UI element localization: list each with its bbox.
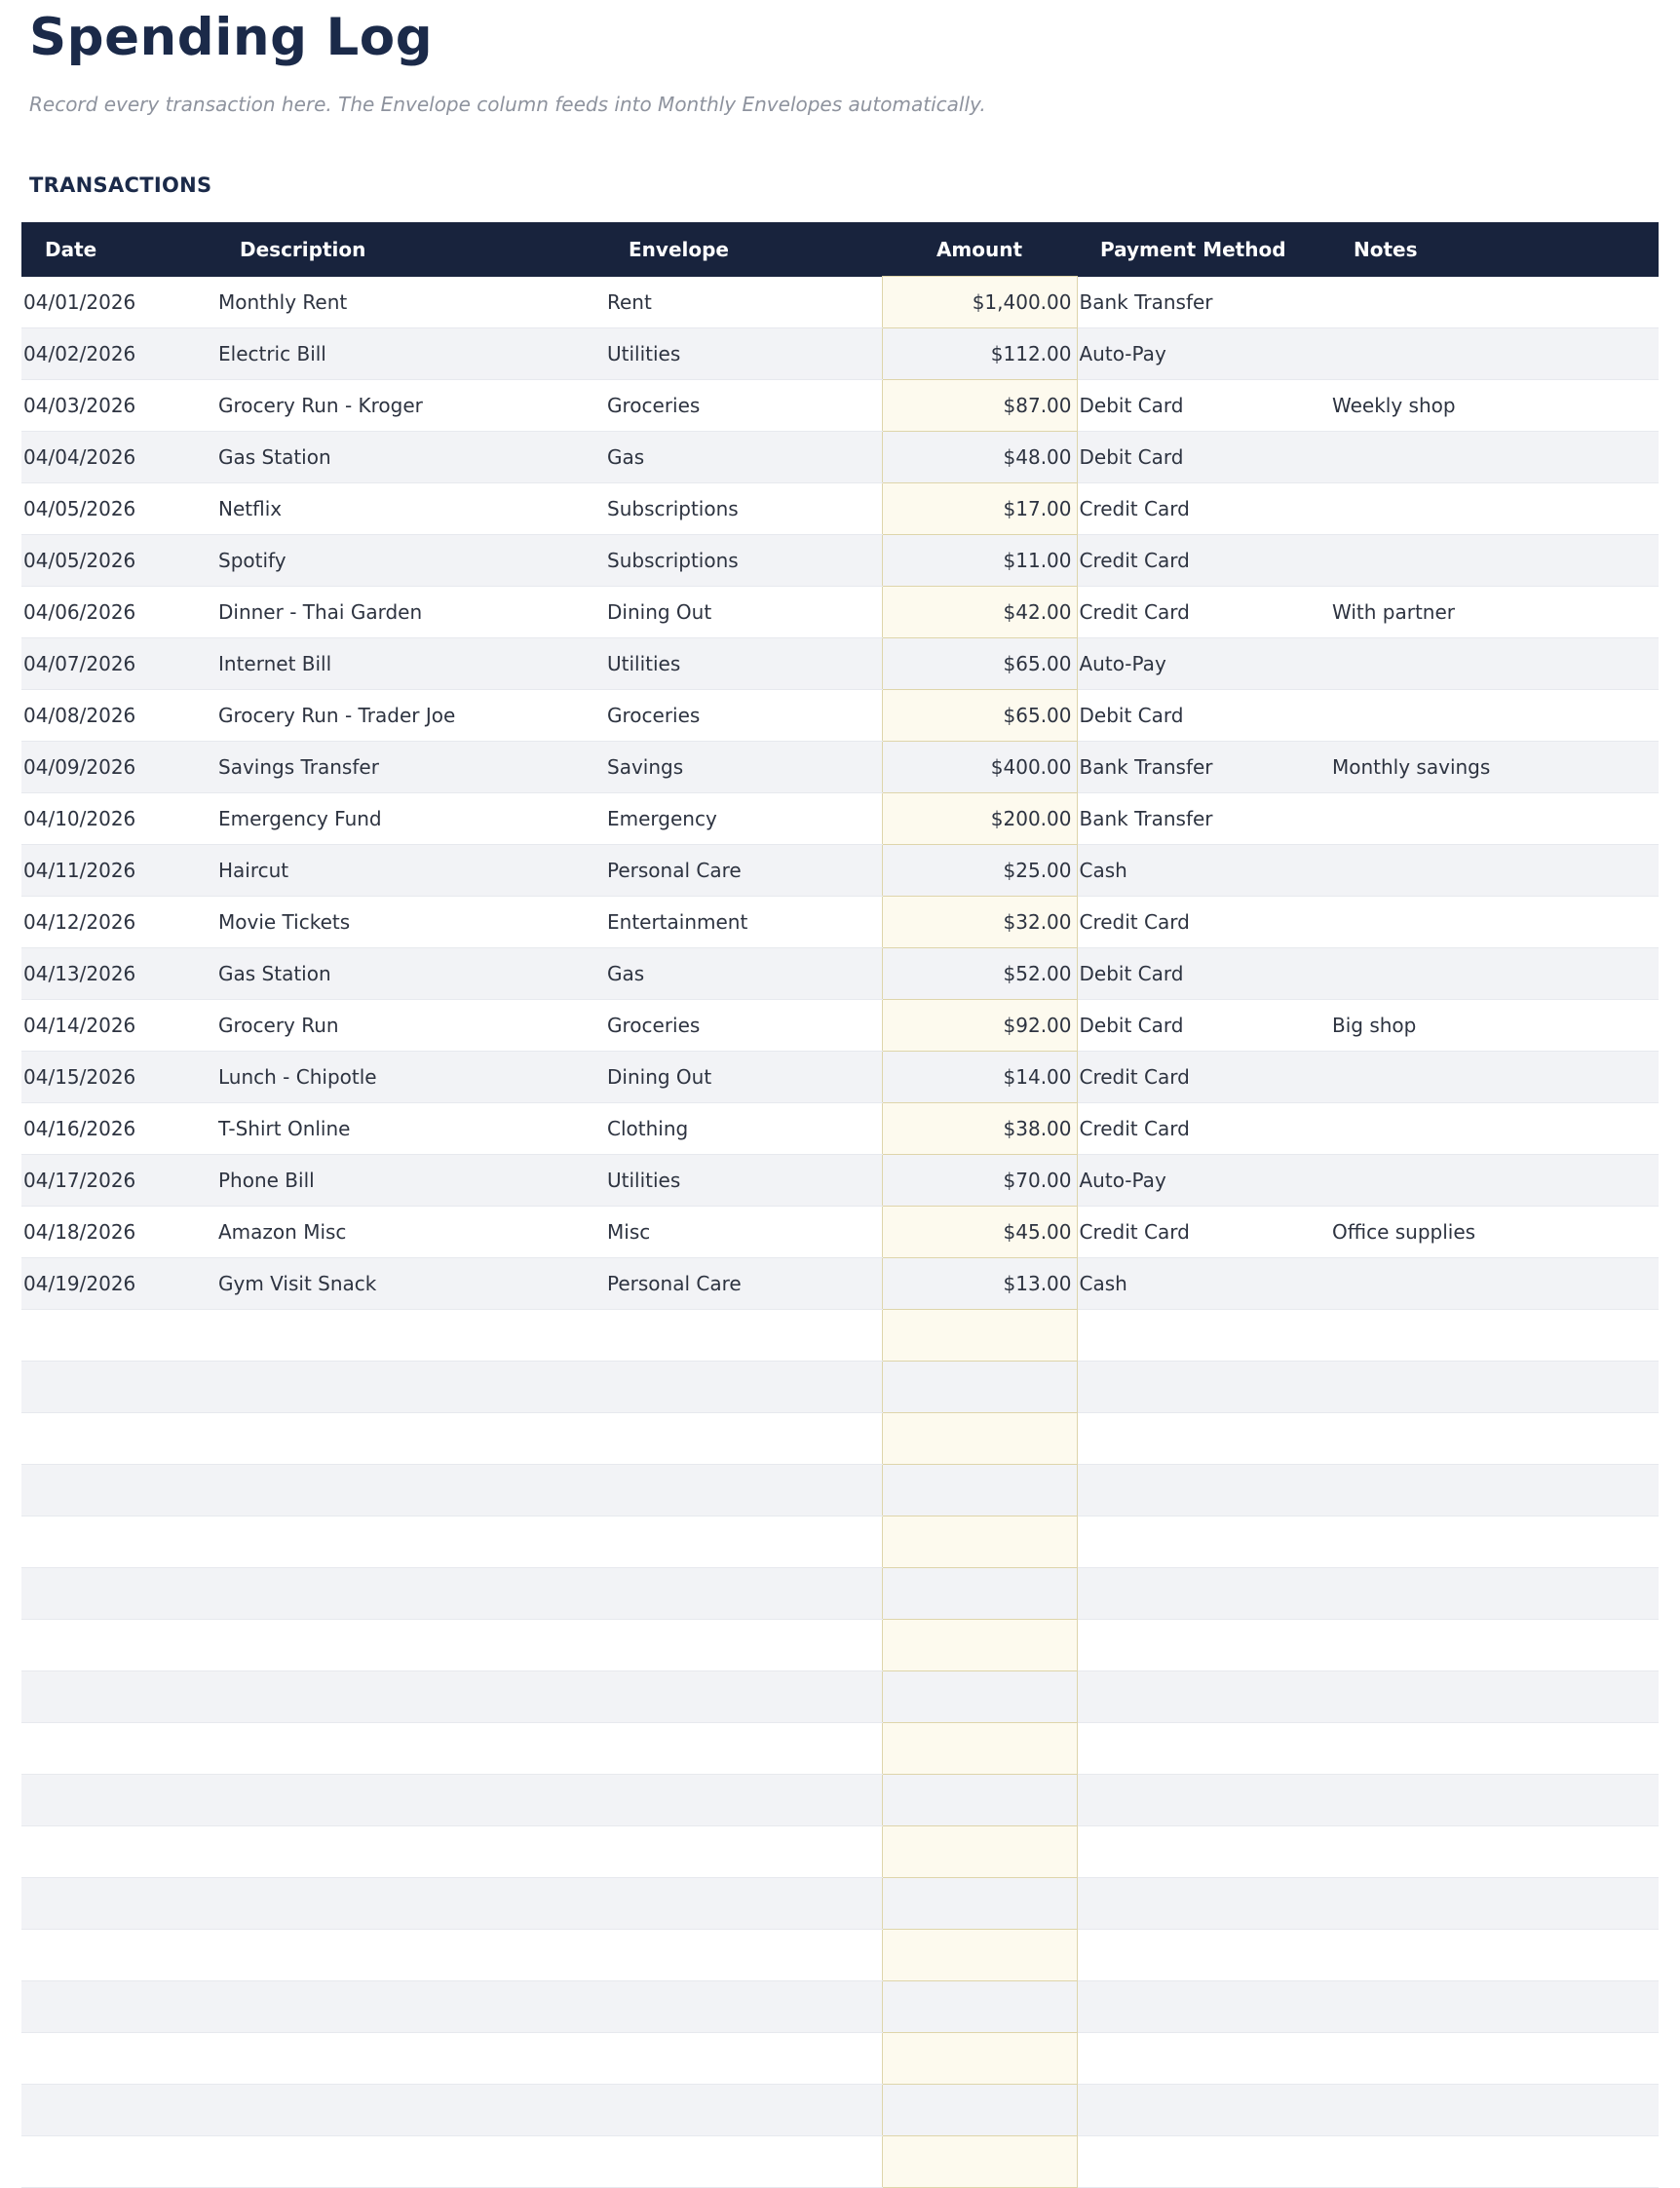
cell-amount[interactable] (882, 2136, 1077, 2188)
cell-notes[interactable] (1330, 432, 1659, 483)
cell-description[interactable]: T-Shirt Online (216, 1103, 605, 1155)
cell-date[interactable] (21, 1465, 216, 1516)
cell-envelope[interactable]: Utilities (605, 638, 882, 690)
cell-envelope[interactable]: Subscriptions (605, 535, 882, 587)
cell-envelope[interactable]: Dining Out (605, 1052, 882, 1103)
cell-date[interactable]: 04/12/2026 (21, 897, 216, 948)
cell-amount[interactable] (882, 1671, 1077, 1723)
cell-description[interactable]: Netflix (216, 483, 605, 535)
cell-amount[interactable]: $17.00 (882, 483, 1077, 535)
transaction-row (21, 587, 1659, 638)
cell-payment-method[interactable]: Credit Card (1077, 897, 1330, 948)
cell-amount[interactable] (882, 1413, 1077, 1465)
cell-date[interactable] (21, 1723, 216, 1775)
cell-notes[interactable]: Monthly savings (1330, 742, 1659, 793)
page-title: Spending Log (29, 8, 434, 67)
cell-envelope[interactable]: Utilities (605, 1155, 882, 1207)
cell-notes[interactable] (1330, 2033, 1659, 2085)
cell-envelope[interactable]: Misc (605, 1207, 882, 1258)
cell-description[interactable] (216, 1465, 605, 1516)
cell-envelope[interactable]: Groceries (605, 1000, 882, 1052)
cell-description[interactable] (216, 1620, 605, 1671)
cell-description[interactable]: Internet Bill (216, 638, 605, 690)
cell-envelope[interactable]: Entertainment (605, 897, 882, 948)
cell-date[interactable]: 04/03/2026 (21, 380, 216, 432)
cell-notes[interactable] (1330, 1465, 1659, 1516)
cell-payment-method[interactable]: Bank Transfer (1077, 742, 1330, 793)
cell-payment-method[interactable] (1077, 1568, 1330, 1620)
page-subtitle: Record every transaction here. The Envelope column feeds into Monthly Envelopes automatically. (29, 93, 986, 117)
cell-description[interactable] (216, 1930, 605, 1981)
cell-notes[interactable] (1330, 1826, 1659, 1878)
cell-envelope[interactable] (605, 1878, 882, 1930)
cell-envelope[interactable]: Rent (605, 277, 882, 328)
cell-amount[interactable] (882, 2085, 1077, 2136)
transaction-row (21, 1000, 1659, 1052)
cell-description[interactable]: Gas Station (216, 948, 605, 1000)
cell-amount[interactable] (882, 1775, 1077, 1826)
cell-date[interactable]: 04/05/2026 (21, 535, 216, 587)
cell-envelope[interactable] (605, 1620, 882, 1671)
cell-date[interactable]: 04/05/2026 (21, 483, 216, 535)
cell-date[interactable]: 04/02/2026 (21, 328, 216, 380)
cell-payment-method[interactable] (1077, 2085, 1330, 2136)
transaction-row (21, 793, 1659, 845)
cell-amount[interactable]: $92.00 (882, 1000, 1077, 1052)
empty-row (21, 1620, 1659, 1671)
cell-notes[interactable] (1330, 2136, 1659, 2188)
cell-payment-method[interactable]: Debit Card (1077, 948, 1330, 1000)
cell-notes[interactable]: With partner (1330, 587, 1659, 638)
cell-notes[interactable] (1330, 1775, 1659, 1826)
cell-notes[interactable]: Office supplies (1330, 1207, 1659, 1258)
cell-amount[interactable]: $52.00 (882, 948, 1077, 1000)
cell-envelope[interactable]: Savings (605, 742, 882, 793)
cell-notes[interactable] (1330, 1568, 1659, 1620)
cell-envelope[interactable]: Groceries (605, 690, 882, 742)
transaction-row (21, 483, 1659, 535)
column-header-description: Description (216, 222, 605, 277)
cell-payment-method[interactable] (1077, 1310, 1330, 1362)
transaction-row (21, 742, 1659, 793)
cell-payment-method[interactable] (1077, 1775, 1330, 1826)
cell-date[interactable]: 04/13/2026 (21, 948, 216, 1000)
cell-amount[interactable]: $1,400.00 (882, 277, 1077, 328)
column-header-envelope: Envelope (605, 222, 882, 277)
cell-notes[interactable] (1330, 328, 1659, 380)
cell-date[interactable] (21, 1362, 216, 1413)
cell-amount[interactable] (882, 1516, 1077, 1568)
cell-amount[interactable] (882, 1465, 1077, 1516)
cell-description[interactable]: Electric Bill (216, 328, 605, 380)
cell-payment-method[interactable]: Cash (1077, 1258, 1330, 1310)
cell-amount[interactable]: $38.00 (882, 1103, 1077, 1155)
cell-envelope[interactable] (605, 1775, 882, 1826)
transaction-row (21, 380, 1659, 432)
cell-payment-method[interactable] (1077, 1620, 1330, 1671)
cell-amount[interactable]: $11.00 (882, 535, 1077, 587)
cell-notes[interactable]: Weekly shop (1330, 380, 1659, 432)
cell-date[interactable] (21, 1516, 216, 1568)
transaction-row (21, 845, 1659, 897)
cell-payment-method[interactable]: Credit Card (1077, 1052, 1330, 1103)
cell-envelope[interactable]: Dining Out (605, 587, 882, 638)
cell-notes[interactable] (1330, 1052, 1659, 1103)
cell-amount[interactable] (882, 2033, 1077, 2085)
cell-date[interactable]: 04/06/2026 (21, 587, 216, 638)
empty-row (21, 1878, 1659, 1930)
empty-row (21, 1568, 1659, 1620)
cell-notes[interactable] (1330, 1620, 1659, 1671)
cell-description[interactable]: Phone Bill (216, 1155, 605, 1207)
cell-notes[interactable] (1330, 277, 1659, 328)
cell-description[interactable]: Haircut (216, 845, 605, 897)
empty-row (21, 1723, 1659, 1775)
cell-date[interactable] (21, 1878, 216, 1930)
cell-date[interactable]: 04/14/2026 (21, 1000, 216, 1052)
cell-payment-method[interactable]: Credit Card (1077, 1207, 1330, 1258)
cell-envelope[interactable] (605, 1413, 882, 1465)
cell-date[interactable]: 04/16/2026 (21, 1103, 216, 1155)
cell-amount[interactable]: $45.00 (882, 1207, 1077, 1258)
cell-date[interactable] (21, 1620, 216, 1671)
cell-date[interactable] (21, 2136, 216, 2188)
cell-payment-method[interactable]: Credit Card (1077, 483, 1330, 535)
cell-notes[interactable] (1330, 1103, 1659, 1155)
cell-envelope[interactable]: Clothing (605, 1103, 882, 1155)
empty-row (21, 1516, 1659, 1568)
cell-date[interactable]: 04/01/2026 (21, 277, 216, 328)
cell-payment-method[interactable] (1077, 1413, 1330, 1465)
cell-notes[interactable] (1330, 1155, 1659, 1207)
cell-amount[interactable] (882, 1981, 1077, 2033)
cell-envelope[interactable] (605, 1465, 882, 1516)
cell-notes[interactable] (1330, 1258, 1659, 1310)
cell-notes[interactable] (1330, 1362, 1659, 1413)
cell-notes[interactable] (1330, 845, 1659, 897)
cell-envelope[interactable] (605, 1671, 882, 1723)
empty-row (21, 1775, 1659, 1826)
cell-date[interactable] (21, 1981, 216, 2033)
cell-amount[interactable]: $400.00 (882, 742, 1077, 793)
cell-payment-method[interactable]: Auto-Pay (1077, 638, 1330, 690)
cell-amount[interactable]: $65.00 (882, 690, 1077, 742)
cell-description[interactable] (216, 2033, 605, 2085)
cell-amount[interactable] (882, 1723, 1077, 1775)
transaction-row (21, 432, 1659, 483)
cell-description[interactable] (216, 1775, 605, 1826)
transaction-row (21, 1207, 1659, 1258)
cell-description[interactable]: Grocery Run - Trader Joe (216, 690, 605, 742)
cell-amount[interactable]: $65.00 (882, 638, 1077, 690)
cell-date[interactable] (21, 1310, 216, 1362)
cell-envelope[interactable]: Groceries (605, 380, 882, 432)
cell-amount[interactable]: $25.00 (882, 845, 1077, 897)
empty-row (21, 1362, 1659, 1413)
cell-description[interactable] (216, 1568, 605, 1620)
empty-row (21, 1981, 1659, 2033)
cell-amount[interactable] (882, 1310, 1077, 1362)
cell-date[interactable]: 04/08/2026 (21, 690, 216, 742)
cell-date[interactable]: 04/10/2026 (21, 793, 216, 845)
transaction-row (21, 1052, 1659, 1103)
empty-row (21, 1310, 1659, 1362)
cell-payment-method[interactable] (1077, 1723, 1330, 1775)
cell-notes[interactable] (1330, 535, 1659, 587)
cell-date[interactable]: 04/04/2026 (21, 432, 216, 483)
cell-amount[interactable]: $32.00 (882, 897, 1077, 948)
cell-date[interactable] (21, 1775, 216, 1826)
cell-payment-method[interactable]: Debit Card (1077, 690, 1330, 742)
section-title-transactions: TRANSACTIONS (29, 173, 212, 198)
cell-envelope[interactable]: Gas (605, 432, 882, 483)
cell-description[interactable]: Emergency Fund (216, 793, 605, 845)
cell-notes[interactable]: Big shop (1330, 1000, 1659, 1052)
cell-payment-method[interactable]: Debit Card (1077, 1000, 1330, 1052)
transaction-row (21, 690, 1659, 742)
cell-description[interactable] (216, 1723, 605, 1775)
cell-description[interactable] (216, 1826, 605, 1878)
column-header-payment-method: Payment Method (1077, 222, 1330, 277)
cell-date[interactable]: 04/17/2026 (21, 1155, 216, 1207)
cell-date[interactable] (21, 1568, 216, 1620)
cell-description[interactable]: Grocery Run - Kroger (216, 380, 605, 432)
column-header-notes: Notes (1330, 222, 1659, 277)
cell-description[interactable]: Gym Visit Snack (216, 1258, 605, 1310)
empty-row (21, 1671, 1659, 1723)
cell-description[interactable]: Grocery Run (216, 1000, 605, 1052)
cell-notes[interactable] (1330, 483, 1659, 535)
transaction-row (21, 328, 1659, 380)
cell-payment-method[interactable] (1077, 1981, 1330, 2033)
cell-envelope[interactable]: Subscriptions (605, 483, 882, 535)
cell-notes[interactable] (1330, 1413, 1659, 1465)
cell-description[interactable] (216, 2085, 605, 2136)
cell-envelope[interactable] (605, 1516, 882, 1568)
cell-amount[interactable]: $200.00 (882, 793, 1077, 845)
cell-date[interactable] (21, 1413, 216, 1465)
cell-payment-method[interactable] (1077, 1878, 1330, 1930)
cell-notes[interactable] (1330, 638, 1659, 690)
cell-envelope[interactable] (605, 1310, 882, 1362)
cell-payment-method[interactable] (1077, 1465, 1330, 1516)
cell-notes[interactable] (1330, 2085, 1659, 2136)
cell-amount[interactable]: $14.00 (882, 1052, 1077, 1103)
transaction-row (21, 1103, 1659, 1155)
cell-description[interactable]: Movie Tickets (216, 897, 605, 948)
empty-row (21, 1826, 1659, 1878)
empty-row (21, 2085, 1659, 2136)
cell-notes[interactable] (1330, 1930, 1659, 1981)
cell-date[interactable] (21, 2085, 216, 2136)
table-body (21, 277, 1659, 2188)
cell-description[interactable]: Gas Station (216, 432, 605, 483)
cell-date[interactable]: 04/19/2026 (21, 1258, 216, 1310)
empty-row (21, 1465, 1659, 1516)
cell-envelope[interactable] (605, 1930, 882, 1981)
empty-row (21, 1413, 1659, 1465)
cell-amount[interactable]: $42.00 (882, 587, 1077, 638)
cell-notes[interactable] (1330, 897, 1659, 948)
cell-description[interactable] (216, 1671, 605, 1723)
cell-description[interactable]: Savings Transfer (216, 742, 605, 793)
cell-envelope[interactable]: Gas (605, 948, 882, 1000)
cell-payment-method[interactable]: Bank Transfer (1077, 277, 1330, 328)
transaction-row (21, 1258, 1659, 1310)
cell-envelope[interactable]: Personal Care (605, 845, 882, 897)
cell-date[interactable]: 04/18/2026 (21, 1207, 216, 1258)
empty-row (21, 1930, 1659, 1981)
cell-date[interactable]: 04/09/2026 (21, 742, 216, 793)
cell-amount[interactable]: $48.00 (882, 432, 1077, 483)
cell-payment-method[interactable] (1077, 1826, 1330, 1878)
cell-notes[interactable] (1330, 1878, 1659, 1930)
cell-payment-method[interactable] (1077, 2136, 1330, 2188)
cell-envelope[interactable] (605, 1981, 882, 2033)
cell-description[interactable] (216, 1981, 605, 2033)
cell-description[interactable]: Spotify (216, 535, 605, 587)
table-header-row (21, 222, 1659, 277)
cell-amount[interactable] (882, 1568, 1077, 1620)
cell-description[interactable] (216, 1878, 605, 1930)
cell-payment-method[interactable] (1077, 2033, 1330, 2085)
transaction-row (21, 535, 1659, 587)
cell-payment-method[interactable]: Cash (1077, 845, 1330, 897)
cell-amount[interactable] (882, 1878, 1077, 1930)
cell-date[interactable]: 04/15/2026 (21, 1052, 216, 1103)
cell-description[interactable]: Lunch - Chipotle (216, 1052, 605, 1103)
column-header-date: Date (21, 222, 216, 277)
cell-payment-method[interactable]: Auto-Pay (1077, 1155, 1330, 1207)
cell-amount[interactable]: $13.00 (882, 1258, 1077, 1310)
cell-date[interactable] (21, 1826, 216, 1878)
cell-envelope[interactable] (605, 1723, 882, 1775)
cell-notes[interactable] (1330, 793, 1659, 845)
cell-amount[interactable] (882, 1362, 1077, 1413)
cell-payment-method[interactable] (1077, 1516, 1330, 1568)
transaction-row (21, 638, 1659, 690)
cell-notes[interactable] (1330, 1723, 1659, 1775)
cell-date[interactable] (21, 1930, 216, 1981)
cell-notes[interactable] (1330, 690, 1659, 742)
cell-date[interactable] (21, 1671, 216, 1723)
cell-envelope[interactable]: Utilities (605, 328, 882, 380)
cell-payment-method[interactable] (1077, 1930, 1330, 1981)
cell-payment-method[interactable] (1077, 1671, 1330, 1723)
cell-description[interactable]: Dinner - Thai Garden (216, 587, 605, 638)
cell-description[interactable] (216, 1310, 605, 1362)
cell-envelope[interactable] (605, 2085, 882, 2136)
cell-amount[interactable] (882, 1826, 1077, 1878)
cell-description[interactable]: Monthly Rent (216, 277, 605, 328)
empty-row (21, 2033, 1659, 2085)
cell-description[interactable] (216, 1413, 605, 1465)
column-header-amount: Amount (882, 222, 1077, 277)
cell-date[interactable] (21, 2033, 216, 2085)
cell-payment-method[interactable]: Credit Card (1077, 1103, 1330, 1155)
cell-payment-method[interactable]: Bank Transfer (1077, 793, 1330, 845)
cell-envelope[interactable]: Personal Care (605, 1258, 882, 1310)
transaction-row (21, 277, 1659, 328)
cell-description[interactable] (216, 1362, 605, 1413)
cell-notes[interactable] (1330, 1671, 1659, 1723)
cell-notes[interactable] (1330, 1981, 1659, 2033)
cell-amount[interactable] (882, 1620, 1077, 1671)
cell-envelope[interactable]: Emergency (605, 793, 882, 845)
cell-notes[interactable] (1330, 1310, 1659, 1362)
cell-payment-method[interactable]: Auto-Pay (1077, 328, 1330, 380)
cell-amount[interactable]: $87.00 (882, 380, 1077, 432)
cell-payment-method[interactable]: Debit Card (1077, 432, 1330, 483)
cell-date[interactable]: 04/07/2026 (21, 638, 216, 690)
cell-date[interactable]: 04/11/2026 (21, 845, 216, 897)
cell-amount[interactable] (882, 1930, 1077, 1981)
transaction-row (21, 1155, 1659, 1207)
cell-payment-method[interactable]: Credit Card (1077, 535, 1330, 587)
cell-amount[interactable]: $112.00 (882, 328, 1077, 380)
cell-description[interactable] (216, 2136, 605, 2188)
transactions-table (21, 222, 1659, 2188)
cell-payment-method[interactable] (1077, 1362, 1330, 1413)
cell-envelope[interactable] (605, 1826, 882, 1878)
cell-envelope[interactable] (605, 2136, 882, 2188)
cell-payment-method[interactable]: Credit Card (1077, 587, 1330, 638)
cell-description[interactable]: Amazon Misc (216, 1207, 605, 1258)
cell-envelope[interactable] (605, 1568, 882, 1620)
cell-amount[interactable]: $70.00 (882, 1155, 1077, 1207)
cell-notes[interactable] (1330, 948, 1659, 1000)
empty-row (21, 2136, 1659, 2188)
cell-description[interactable] (216, 1516, 605, 1568)
cell-envelope[interactable] (605, 2033, 882, 2085)
transaction-row (21, 948, 1659, 1000)
cell-envelope[interactable] (605, 1362, 882, 1413)
transaction-row (21, 897, 1659, 948)
cell-notes[interactable] (1330, 1516, 1659, 1568)
cell-payment-method[interactable]: Debit Card (1077, 380, 1330, 432)
